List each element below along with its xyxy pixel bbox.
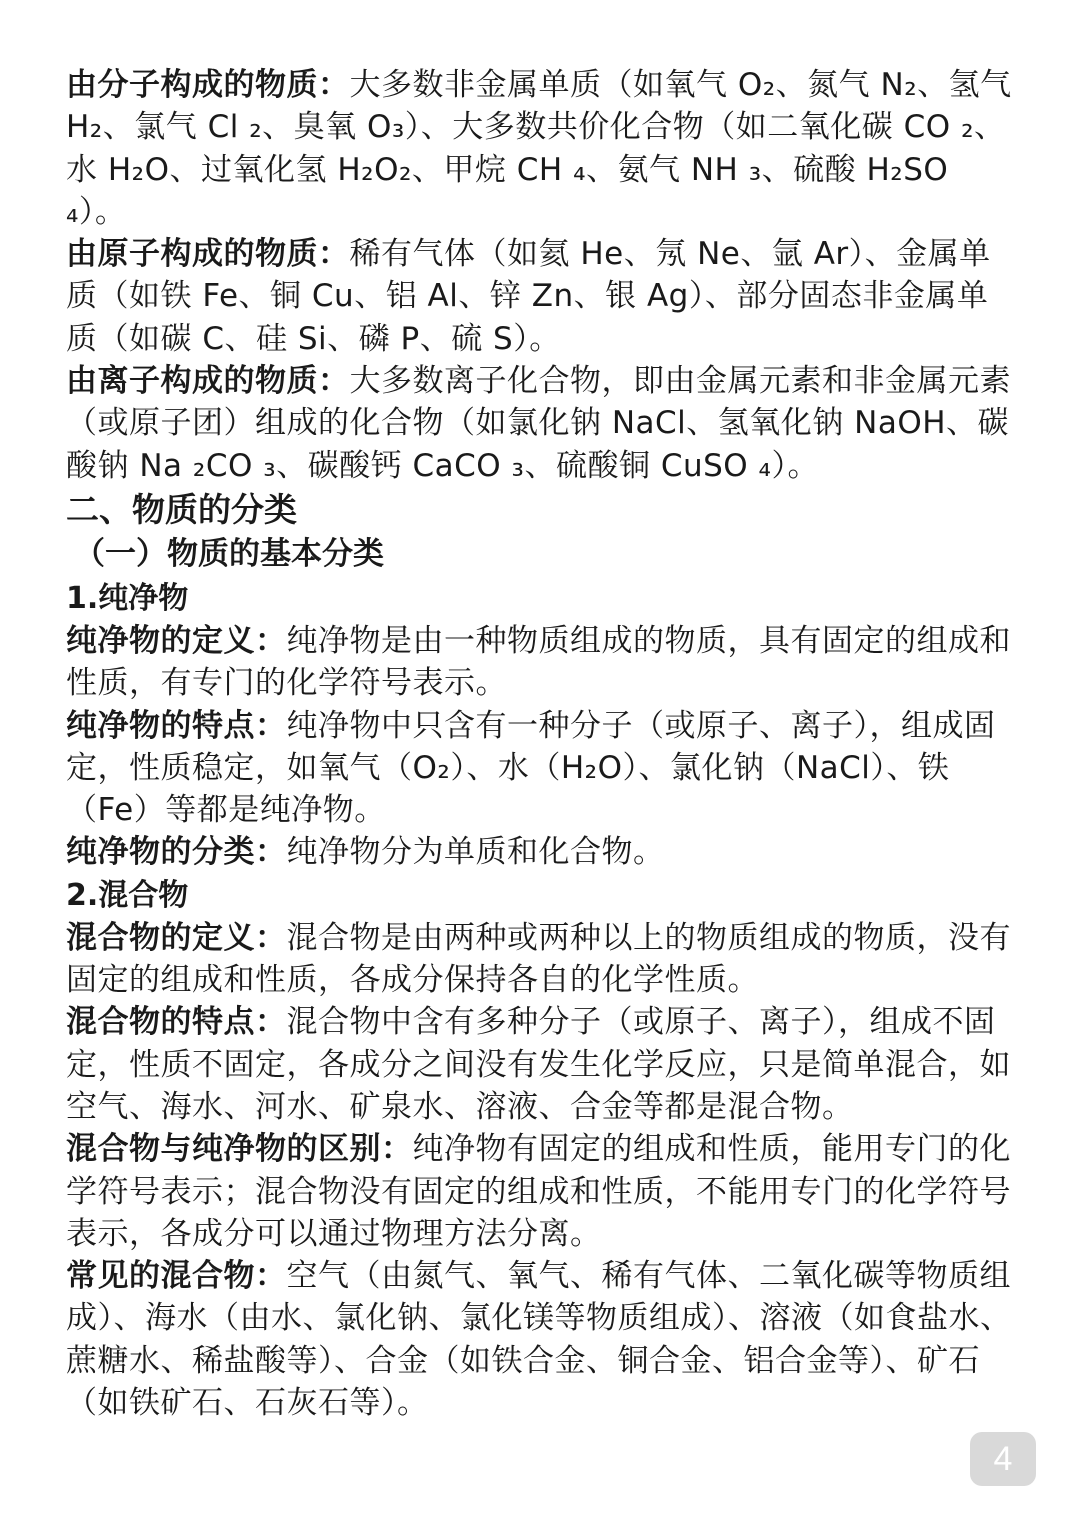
term-label: 由分子构成的物质： [66, 67, 350, 103]
document-body [66, 64, 1016, 1424]
paragraph-text: 纯净物有固定的组成和性质，能用专门的化学符号表示；混合物没有固定的组成和性质，不能用专门的化学符号表示，各成分可以通过物理方法分离。 [66, 1131, 1011, 1252]
paragraph-text: 纯净物是由一种物质组成的物质，具有固定的组成和性质，有专门的化学符号表示。 [66, 622, 1011, 702]
term-label: 纯净物的分类： [66, 834, 287, 871]
term-label: 混合物的特点： [66, 1004, 287, 1041]
paragraph-pure-features [66, 705, 1016, 832]
term-label: 混合物与纯净物的区别： [66, 1131, 413, 1168]
term-label: 常见的混合物： [66, 1258, 287, 1295]
term-label: 混合物的定义： [66, 919, 287, 956]
paragraph-pure-definition [66, 620, 1016, 705]
paragraph-text: 大多数离子化合物，即由金属元素和非金属元素（或原子团）组成的化合物（如氯化钠 NaCl、氢氧化钠 NaOH、碳酸钠 Na ₂CO ₃、碳酸钙 CaCO ₃、硫酸铜 CuSO ₄）。 [66, 363, 1011, 484]
term-label: 纯净物的定义： [66, 622, 287, 659]
paragraph-text: 纯净物中只含有一种分子（或原子、离子），组成固定，性质稳定，如氧气（O₂）、水（H₂O）、氯化钠（NaCl）、铁（Fe）等都是纯净物。 [66, 707, 996, 829]
heading-pure-substance: 1.纯净物 [66, 580, 189, 616]
paragraph-mixture-vs-pure [66, 1128, 1016, 1255]
term-label: 由离子构成的物质： [66, 363, 350, 400]
paragraph-common-mixtures [66, 1255, 1016, 1424]
paragraph-mixture-definition [66, 917, 1016, 1002]
heading-mixture: 2.混合物 [66, 877, 189, 913]
paragraph-text: 大多数非金属单质（如氧气 O₂、氮气 N₂、氢气 H₂、氯气 Cl ₂、臭氧 O₃）、大多数共价化合物（如二氧化碳 CO ₂、水 H₂O、过氧化氢 H₂O₂、甲烷 CH ₄、氨气 NH ₃、硫酸 H₂SO ₄）。 [66, 67, 1012, 230]
term-label: 纯净物的特点： [66, 707, 287, 744]
paragraph-molecular-substances [66, 64, 1016, 233]
paragraph-ionic-substances [66, 360, 1016, 487]
paragraph-text: 稀有气体（如氦 He、氖 Ne、氩 Ar）、金属单质（如铁 Fe、铜 Cu、铝 Al、锌 Zn、银 Ag）、部分固态非金属单质（如碳 C、硅 Si、磷 P、硫 S）。 [66, 236, 991, 357]
paragraph-text: 混合物中含有多种分子（或原子、离子），组成不固定，性质不固定，各成分之间没有发生化学反应，只是简单混合，如空气、海水、河水、矿泉水、溶液、合金等都是混合物。 [66, 1004, 1011, 1125]
section-heading-classification: 二、物质的分类 [66, 489, 297, 529]
paragraph-text: 混合物是由两种或两种以上的物质组成的物质，没有固定的组成和性质，各成分保持各自的化学性质。 [66, 919, 1011, 999]
paragraph-pure-classes [66, 831, 1016, 873]
paragraph-mixture-features [66, 1001, 1016, 1128]
term-label: 由原子构成的物质： [66, 236, 350, 273]
paragraph-text: 纯净物分为单质和化合物。 [286, 834, 665, 871]
paragraph-atomic-substances [66, 233, 1016, 360]
paragraph-text: 空气（由氮气、氧气、稀有气体、二氧化碳等物质组成）、海水（由水、氯化钠、氯化镁等物质组成）、溶液（如食盐水、蔗糖水、稀盐酸等）、合金（如铁合金、铜合金、铝合金等）、矿石（如铁矿石、石灰石等）。 [66, 1258, 1012, 1422]
subsection-heading-basic-classification: （一）物质的基本分类 [74, 535, 384, 572]
page-number-badge: 4 [970, 1432, 1036, 1486]
